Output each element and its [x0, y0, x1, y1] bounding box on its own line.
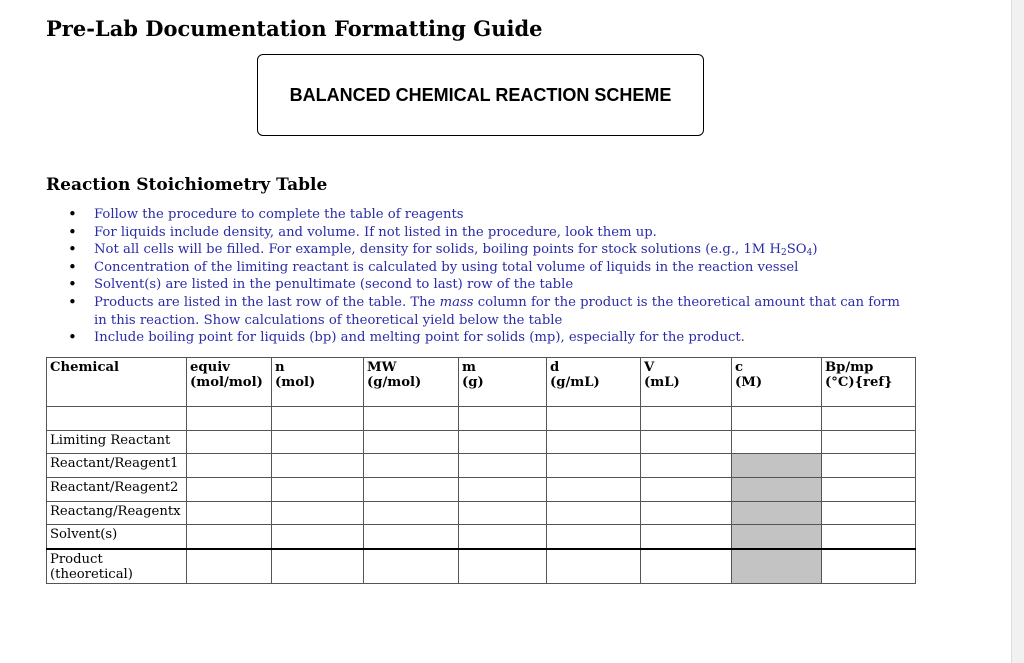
- list-item: • Products are listed in the last row of the table. The mass column for the product is the theoretical amount that can form in this reaction. Show calculations of theoretical yield below the table: [68, 294, 908, 329]
- list-item: • Solvent(s) are listed in the penultimate (second to last) row of the table: [68, 276, 908, 294]
- list-item: • For liquids include density, and volume. If not listed in the procedure, look them up.: [68, 224, 908, 242]
- row-label: Solvent(s): [47, 525, 187, 549]
- table-row: [47, 407, 916, 431]
- table-row: [47, 430, 916, 454]
- table-row: [47, 501, 916, 525]
- stoichiometry-table: [46, 357, 916, 584]
- row-label: Product (theoretical): [47, 549, 187, 584]
- shaded-cell: [732, 525, 822, 549]
- header-bp-mp: Bp/mp (°C){ref}: [822, 358, 916, 407]
- shaded-cell: [732, 454, 822, 478]
- list-item: • Include boiling point for liquids (bp) and melting point for solids (mp), especially for the product.: [68, 329, 908, 347]
- vertical-scrollbar[interactable]: [1011, 0, 1024, 663]
- row-label: Reactant/Reagent2: [47, 478, 187, 502]
- table-row: [47, 454, 916, 478]
- row-label: Limiting Reactant: [47, 430, 187, 454]
- reaction-scheme-box: [257, 54, 704, 136]
- header-mw: MW (g/mol): [364, 358, 459, 407]
- instruction-list: [68, 206, 908, 347]
- shaded-cell: [732, 478, 822, 502]
- row-label: Reactant/Reagent1: [47, 454, 187, 478]
- shaded-cell: [732, 501, 822, 525]
- table-row: [47, 525, 916, 549]
- row-label: [47, 407, 187, 431]
- header-equiv: equiv (mol/mol): [187, 358, 272, 407]
- header-c: c (M): [732, 358, 822, 407]
- shaded-cell: [732, 549, 822, 584]
- list-item: • Concentration of the limiting reactant is calculated by using total volume of liquids in the reaction vessel: [68, 259, 908, 277]
- page-title: Pre-Lab Documentation Formatting Guide: [46, 16, 543, 41]
- header-d: d (g/mL): [547, 358, 641, 407]
- header-chemical: Chemical: [47, 358, 187, 407]
- list-item: • Not all cells will be filled. For example, density for solids, boiling points for stock solutions (e.g., 1M $H_2SO_4$): [68, 241, 908, 259]
- header-n: n (mol): [272, 358, 364, 407]
- section-heading: Reaction Stoichiometry Table: [46, 175, 328, 195]
- table-row: [47, 478, 916, 502]
- list-item: • Follow the procedure to complete the table of reagents: [68, 206, 908, 224]
- reaction-scheme-label: BALANCED CHEMICAL REACTION SCHEME: [289, 84, 672, 105]
- row-label: Reactang/Reagentx: [47, 501, 187, 525]
- table-header-row: [47, 358, 916, 407]
- table-row: [47, 549, 916, 584]
- header-v: V (mL): [641, 358, 732, 407]
- header-m: m (g): [459, 358, 547, 407]
